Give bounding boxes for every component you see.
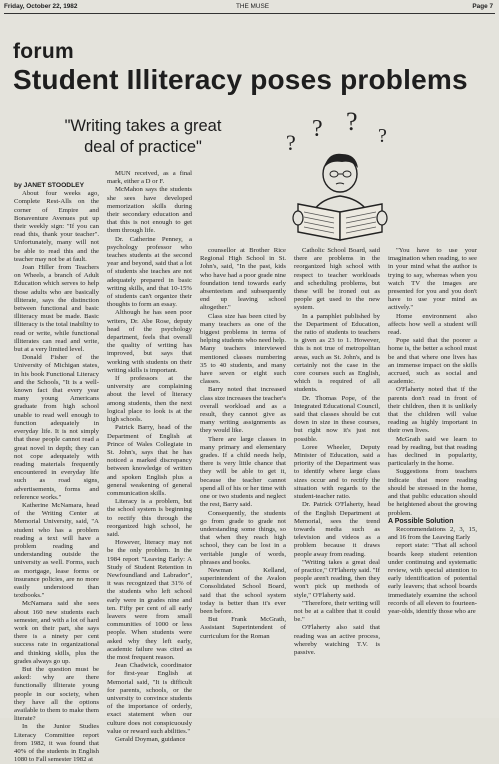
article-paragraph: "Writing takes a great deal of practice," O'Flaherty said. "If people aren't reading, then they won't pick up methods of style," O'Flaherty said. (294, 558, 380, 599)
article-paragraph: But the question must be asked: why are there functionally illiterate young people in our society, when they have all the options available to them to make them literate? (14, 665, 99, 723)
svg-text:?: ? (286, 130, 296, 155)
article-paragraph: Recommendations 2, 3, 15, and 16 from the Leaving Early (388, 525, 477, 542)
article-paragraph: Home environment also affects how well a student will read. (388, 312, 477, 337)
pull-quote: "Writing takes a great deal of practice" (64, 117, 222, 156)
article-paragraph: Patrick Barry, head of the Department of English at Prince of Wales Collegiate in St. John's, says that he has noticed a marked discrepancy between knowledge of written and spoken English plus a general weakening of general communication skills. (107, 424, 192, 497)
article-column-5 (388, 247, 477, 616)
article-paragraph: About four weeks ago, Complete Rest-Alls on the corner of Empire and Bonaventure Avenues put up their weekly sign: "If you can read this, thank your teacher". Unfortunately, many will not be able to read this and the teacher may not be at fault. (14, 190, 99, 263)
article-paragraph: But Frank McGrath, Assistant Superintendent of curriculum for the Roman (200, 616, 286, 640)
reading-student-illustration (268, 108, 418, 243)
article-paragraph: counsellor at Brother Rice Regional High School in St. John's, said, "In the past, kids who have had a poor grade nine foundation tend towards early absenteeism and subsequently end up leaving school altogether." (200, 247, 286, 312)
svg-text:?: ? (346, 107, 358, 136)
article-paragraph: Donald Fisher of the University of Michigan states, in his book Functional Literacy and the Schools, "It is a well-known fact that every year many young Americans graduate from high school unable to read well enough to function adequately in everyday life. It is not simply that these people cannot read a great novel in depth; they can not cope adequately with reading materials frequently encountered in everyday life such as road signs, advertisements, forms and reference works." (14, 354, 99, 501)
article-paragraph: O'Flaherty noted that if the parents don't read in front of their children, then it is unlikely that the children will value reading as highly important in their own lives. (388, 386, 477, 435)
svg-text:?: ? (378, 125, 387, 147)
article-paragraph: In the Junior Studies Literacy Committee report from 1982, it was found that 40% of the students in English 1080 to Fall semester 1982 at (14, 723, 99, 764)
folio-page-number: Page 7 (472, 3, 493, 10)
article-paragraph: O'Flaherty also said that reading was an active process, whereby watching T.V. is passive. (294, 624, 380, 656)
header-rule (4, 13, 495, 14)
article-paragraph: Suggestions from teachers indicate that more reading should be stressed in the home, and that public education should be heightened about the growing problem. (388, 468, 477, 517)
article-paragraph: McNamara said she sees about 160 new students each semester, and with a lot of hard work on their part, she says there is a ninety per cent success rate in organizational and thinking skills, plus the grades always go up. (14, 600, 99, 665)
section-kicker: forum (13, 40, 74, 63)
article-paragraph: Pope said that the poorer a home is, the better a school must be and that where one lives has an immense impact on the skills accrued, such as social and academic. (388, 337, 477, 386)
article-column-3 (200, 247, 286, 641)
article-paragraph: Dr. Thomas Pope, of the Integrated Educational Council, said that classes should be cut down in size in these courses, but right now it's just not possible. (294, 394, 380, 443)
article-paragraph: Barry noted that increased class size increases the teacher's overall workload and as a result, they cannot give as many writing assignments as they would like. (200, 386, 286, 435)
article-paragraph: Joan Hiller from Teachers on Wheels, a branch of Adult Education which serves to help those adults who are basically illiterate, says the distinction between functional and basic illiteracy must be made. Basic illiteracy is the total inability to read or write, while functional illiterates can read and write, but at a very limited level. (14, 264, 99, 354)
byline: by JANET STOODLEY (14, 182, 85, 189)
headline: Student Illiteracy poses problems (13, 64, 468, 95)
article-paragraph: Dr. Catherine Penney, a psychology professor who teaches students at the second year and beyond, said that a lot of students she teaches are not adequately prepared in basic writing skills, and that 10-15% of students can't organize their thoughts to form an essay. (107, 235, 192, 309)
article-paragraph: Gerald Doyman, guidance (115, 736, 186, 744)
article-paragraph: Catholic School Board, said there are problems in the reorganized high school with respect to teacher workloads and scheduling problems, but these will be ironed out as people get used to the new system. (294, 247, 380, 312)
folio-date: Friday, October 22, 1982 (4, 3, 78, 10)
article-paragraph: Consequently, the students go from grade to grade not understanding some things, so that when they reach high school, they can be lost in a veritable jungle of words, phrases and books. (200, 509, 286, 566)
article-column-2 (107, 170, 192, 744)
article-paragraph: MUN received, as a final mark, either a D or F. (107, 170, 192, 186)
article-paragraph: "Therefore, their writing will not be at a calibre that it could be." (294, 599, 380, 624)
folio-paper-name: THE MUSE (236, 3, 270, 10)
subheading: A Possible Solution (388, 517, 454, 525)
article-paragraph: If professors at the university are complaining about the level of literacy among students, then the next logical place to look is at the high schools. (107, 375, 192, 424)
article-paragraph: Katherine McNamara, head of the Writing Center at Memorial University, said, "A student who has a problem reading a text will have a problem reading and understanding outside the university as well. Forms, such as mortgage, lease forms or insurance policies, are no more easily understood than textbooks." (14, 501, 99, 600)
article-paragraph: Although he has seen poor writers, Dr. Abe Rose, deputy head of the psychology department, feels that overall the quality of writing has improved, but says that working with students on their writing skills is important. (107, 309, 192, 374)
article-paragraph: Literacy is a problem, but the school system is beginning to rectify this through the reorganized high school, he said. (107, 498, 192, 538)
article-paragraph: In a pamphlet published by the Department of Education, the ratio of students to teachers is given as 23 to 1. However, this is not true of metropolitan areas, such as St. John's, and is certainly not the case in the core courses such as English, which is required of all students. (294, 312, 380, 394)
svg-text:?: ? (312, 116, 323, 142)
article-column-4 (294, 247, 380, 657)
article-paragraph: "You have to use your imagination when reading, to see in your mind what the author is trying to say, whereas when you watch TV the images are presented for you and you don't have to use your mind as actively." (388, 247, 477, 312)
article-paragraph: Dr. Patrick O'Flaherty, head of the English Department at Memorial, sees the trend towards media such as television and videos as a problem because it draws people away from reading. (294, 501, 380, 558)
article-paragraph: Loree Wheeler, Deputy Minister of Education, said a priority of the Department was to identify where large class sizes occur and to rectify the situation with regards to the student-teacher ratio. (294, 443, 380, 501)
article-column-1 (14, 182, 99, 764)
article-paragraph: report state: "That all school boards keep student retention under continuing and systematic review, with special attention to early identification of potential early leavers; that school boards immediately examine the school records of all eleven to fourteen-year-olds, identify those who are (388, 542, 477, 615)
article-paragraph: Newman Kelland, superintendent of the Avalon Consolidated School Board, said that the school system today is better than it's ever been before. (200, 566, 286, 615)
article-paragraph: Class size has been cited by many teachers as one of the biggest problems in terms of helping students who need help. Many teachers interviewed mentioned classes numbering 35 to 40 students, and many have seven or eight such classes. (200, 312, 286, 386)
article-paragraph: McGrath said we learn to read by reading, but that reading has declined in popularity, particularly in the home. (388, 435, 477, 468)
folio-bar (4, 3, 495, 13)
article-paragraph: However, literacy may not be the only problem. In the 1984 report "Leaving Early: A Study of Student Retention in Newfoundland and Labrador", it was recognized that 31% of the students who left school early were in grades nine and ten. Fifty per cent of all early leavers were from small communities of 1000 or less people. When students were asked why they left early, academic failure was cited as the most frequent reason. (107, 539, 192, 661)
article-paragraph: Jean Chadwick, coordinator for first-year English at Memorial said, "It is difficult for parents, schools, or the university to convince students of the importance of orderly, exact statement when our culture does not conspicuously value or reward such abilities." (107, 662, 192, 735)
article-paragraph: McMahon says the students she sees have developed memorization skills during their secondary education and that this is not enough to get them through life. (107, 186, 192, 235)
article-paragraph: There are large classes in many primary and elementary grades. If a child needs help, there is very little chance that they will be able to get it, because the teacher cannot spend all of his or her time with one or two students and neglect the rest, Barry said. (200, 435, 286, 509)
